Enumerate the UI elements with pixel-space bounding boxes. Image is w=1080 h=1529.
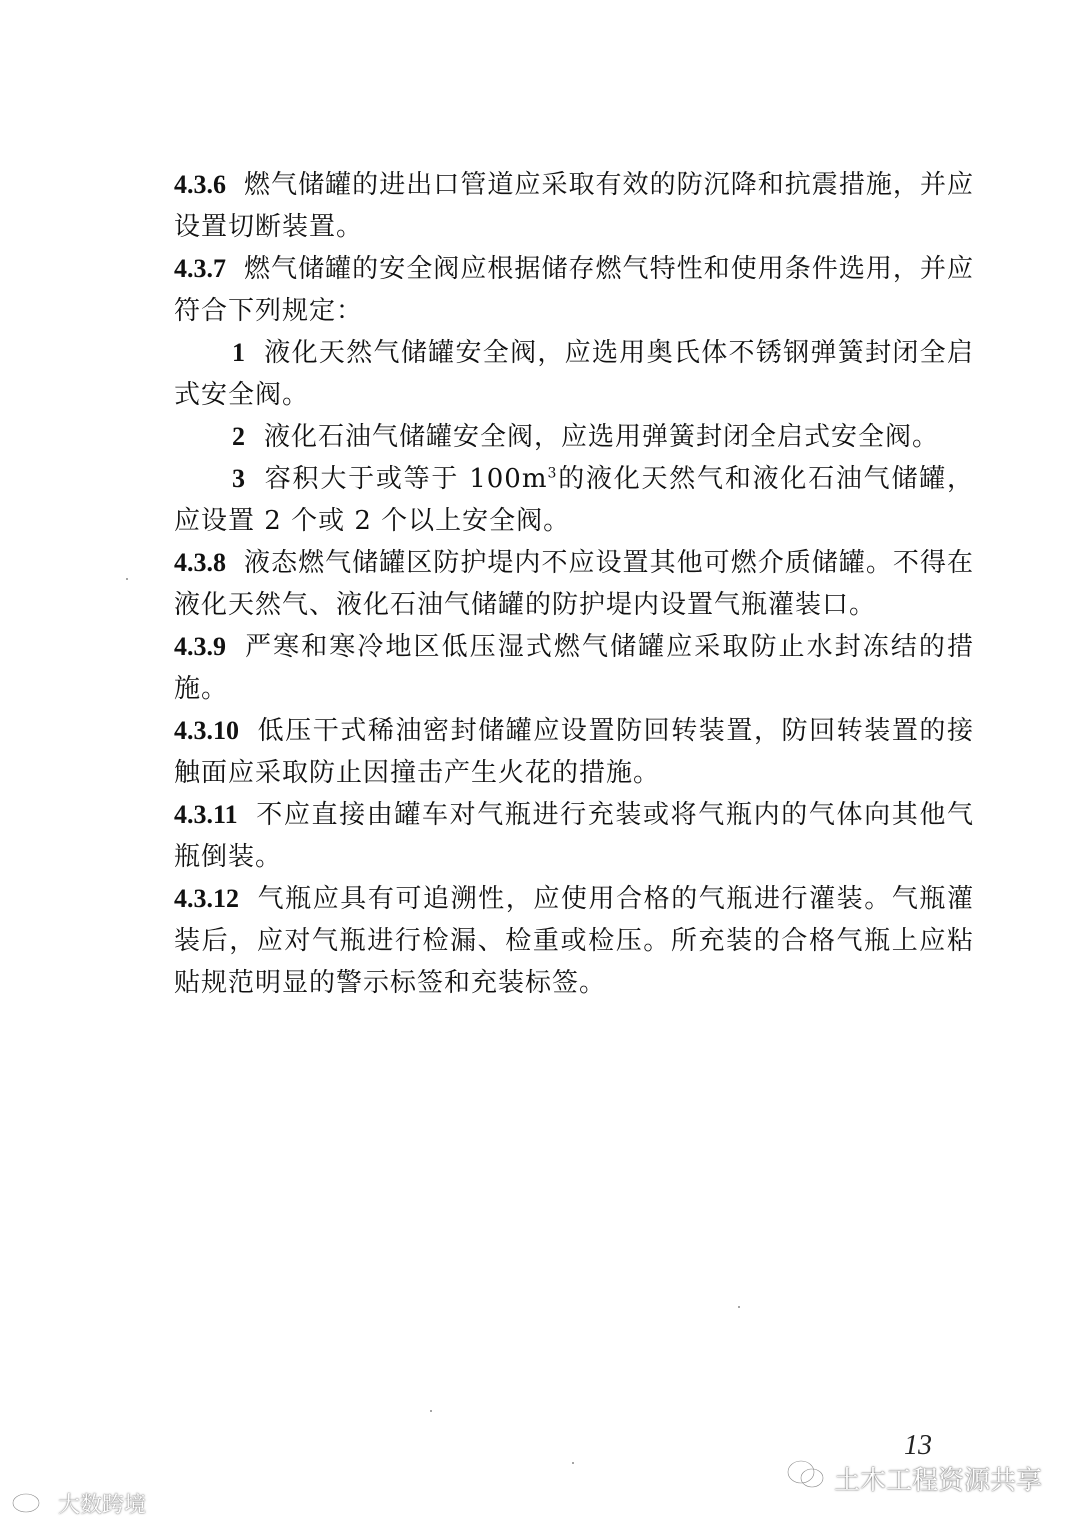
item-text-after: 的液化天然气和液化石油气储罐，应设置 2 个或 2 个以上安全阀。 bbox=[174, 464, 974, 536]
watermark-text: 土木工程资源共享 bbox=[834, 1465, 1043, 1496]
clause-number: 4.3.10 bbox=[174, 716, 239, 745]
clause-text: 不应直接由罐车对气瓶进行充装或将气瓶内的气体向其他气瓶倒装。 bbox=[174, 800, 974, 872]
clause-number: 4.3.12 bbox=[174, 884, 239, 913]
scan-speck bbox=[430, 1410, 432, 1412]
clause-4-3-7 bbox=[174, 248, 974, 332]
clause-4-3-9 bbox=[174, 626, 974, 710]
clause-text: 严寒和寒冷地区低压湿式燃气储罐应采取防止水封冻结的措施。 bbox=[174, 632, 974, 704]
item-text-before: 容积大于或等于 100m bbox=[264, 464, 548, 494]
watermark-right bbox=[786, 1460, 1042, 1496]
clause-text: 液态燃气储罐区防护堤内不应设置其他可燃介质储罐。不得在液化天然气、液化石油气储罐的防护堤内设置气瓶灌装口。 bbox=[174, 548, 974, 620]
clause-number: 4.3.7 bbox=[174, 254, 226, 283]
list-item bbox=[174, 416, 974, 458]
scan-speck bbox=[572, 1462, 574, 1464]
item-number: 2 bbox=[232, 422, 246, 451]
clause-4-3-11 bbox=[174, 794, 974, 878]
superscript: 3 bbox=[547, 465, 558, 482]
clause-text: 燃气储罐的安全阀应根据储存燃气特性和使用条件选用，并应符合下列规定： bbox=[174, 254, 974, 326]
clause-4-3-12 bbox=[174, 878, 974, 1004]
item-text: 液化天然气储罐安全阀，应选用奥氏体不锈钢弹簧封闭全启式安全阀。 bbox=[174, 338, 974, 410]
clause-4-3-10 bbox=[174, 710, 974, 794]
clause-4-3-6 bbox=[174, 164, 974, 248]
scan-speck bbox=[738, 1306, 740, 1308]
page-content bbox=[174, 164, 974, 1004]
list-item bbox=[174, 332, 974, 416]
clause-number: 4.3.8 bbox=[174, 548, 226, 577]
list-item bbox=[174, 458, 974, 542]
scan-speck bbox=[126, 578, 128, 580]
clause-text: 气瓶应具有可追溯性，应使用合格的气瓶进行灌装。气瓶灌装后，应对气瓶进行检漏、检重或检压。所充装的合格气瓶上应粘贴规范明显的警示标签和充装标签。 bbox=[174, 884, 974, 998]
clause-4-3-8 bbox=[174, 542, 974, 626]
clause-text: 燃气储罐的进出口管道应采取有效的防沉降和抗震措施，并应设置切断装置。 bbox=[174, 170, 974, 242]
item-number: 1 bbox=[232, 338, 246, 367]
watermark-left bbox=[10, 1488, 146, 1518]
weibo-logo-icon bbox=[10, 1486, 52, 1520]
item-text: 液化石油气储罐安全阀，应选用弹簧封闭全启式安全阀。 bbox=[264, 422, 940, 452]
watermark-text: 大数跨境 bbox=[58, 1492, 147, 1518]
page-number: 13 bbox=[904, 1430, 932, 1461]
clause-number: 4.3.11 bbox=[174, 800, 238, 829]
clause-number: 4.3.6 bbox=[174, 170, 226, 199]
item-number: 3 bbox=[232, 464, 246, 493]
wechat-logo-icon bbox=[786, 1459, 826, 1498]
clause-text: 低压干式稀油密封储罐应设置防回转装置，防回转装置的接触面应采取防止因撞击产生火花的措施。 bbox=[174, 716, 974, 788]
clause-number: 4.3.9 bbox=[174, 632, 226, 661]
